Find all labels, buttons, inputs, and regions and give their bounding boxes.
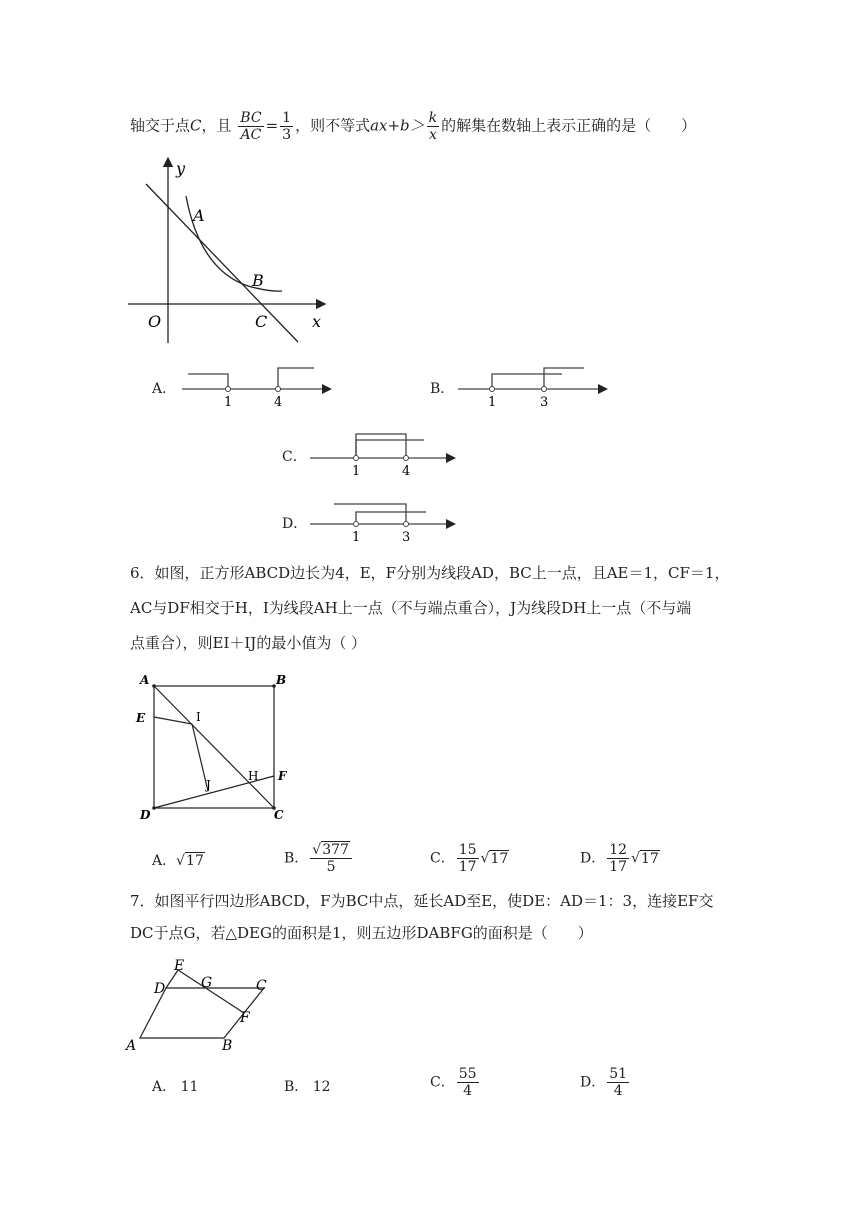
frac-num: 55 xyxy=(458,1066,477,1082)
tick-1: 1 xyxy=(488,395,497,410)
diagonal-ac xyxy=(154,686,274,808)
q5-option-a-number-line[interactable] xyxy=(178,362,338,410)
frac-den: 17 xyxy=(458,859,477,875)
q5-hyperbola-graph xyxy=(120,150,340,350)
q5-eq: = xyxy=(265,116,279,135)
label-a: A xyxy=(140,673,150,687)
label-b: B xyxy=(276,673,287,687)
frac-den: 4 xyxy=(463,1083,473,1099)
tick-3: 3 xyxy=(402,530,411,544)
frac-num: 51 xyxy=(609,1066,628,1082)
q5-mid1: ，且 xyxy=(201,116,232,135)
q5-tail: 的解集在数轴上表示正确的是（ ） xyxy=(441,116,697,135)
q6-option-a[interactable]: A．√17 xyxy=(152,853,204,869)
option-value: 12 xyxy=(312,1079,331,1095)
q6-line-1: 6．如图，正方形ABCD边长为4，E，F分别为线段AD，BC上一点，且AE＝1，CF＝1， xyxy=(130,564,730,582)
q5-lead: 轴交于点 xyxy=(130,116,191,135)
q7-option-d[interactable] xyxy=(580,1066,631,1099)
option-label: B． xyxy=(284,1079,309,1095)
q6-option-b[interactable]: B． $\frac{√377}{5}$ xyxy=(284,842,354,875)
frac-den: AC xyxy=(240,127,262,143)
option-label: C． xyxy=(430,850,455,867)
label-f: F xyxy=(240,1010,250,1026)
frac-num: k xyxy=(428,110,438,126)
path-eij xyxy=(154,717,208,791)
q5-frac-bc-ac xyxy=(238,110,263,143)
q7-line-2: DC于点G，若△DEG的面积是1，则五边形DABFG的面积是（ ） xyxy=(130,924,593,942)
label-e: E xyxy=(174,958,185,974)
tick-1: 1 xyxy=(224,395,233,410)
option-label: A． xyxy=(152,853,177,869)
label-o: O xyxy=(148,312,162,331)
q6-option-d[interactable]: D． $\frac{12}{17}$ √17 xyxy=(580,842,659,875)
label-d: D xyxy=(154,981,166,997)
radicand: 17 xyxy=(186,853,204,869)
label-y: y xyxy=(176,159,186,178)
radicand: 17 xyxy=(640,850,659,867)
option-value: 11 xyxy=(180,1079,199,1095)
frac-den: 17 xyxy=(609,859,628,875)
frac-num: 12 xyxy=(609,842,628,858)
frac-den: 5 xyxy=(326,859,336,875)
q5-frac-k-x xyxy=(427,110,439,143)
q5-option-b-label[interactable]: B． xyxy=(430,381,455,397)
frac-num: 15 xyxy=(458,842,477,858)
radicand: 17 xyxy=(490,850,509,867)
q6-line-2: AC与DF相交于H，I为线段AH上一点（不与端点重合），J为线段DH上一点（不与端 xyxy=(130,599,692,617)
q5-question-line xyxy=(130,110,696,143)
q7-option-c[interactable] xyxy=(430,1066,481,1099)
label-b: B xyxy=(252,271,264,290)
frac-den: 4 xyxy=(613,1083,623,1099)
q6-square-figure xyxy=(130,668,300,828)
q5-option-c-label[interactable]: C． xyxy=(282,449,307,465)
frac-den: 3 xyxy=(282,127,292,143)
line-ab xyxy=(146,184,298,342)
q6-option-c[interactable]: C． $\frac{15}{17}$ √17 xyxy=(430,842,509,875)
label-i: I xyxy=(196,710,201,724)
tick-1: 1 xyxy=(352,530,361,544)
option-label: D． xyxy=(580,850,606,867)
label-a: A xyxy=(126,1038,137,1054)
label-e: E xyxy=(136,711,146,725)
q5-point-c: C xyxy=(190,116,202,135)
frac-num: BC xyxy=(240,110,262,126)
radicand: 377 xyxy=(322,842,349,858)
label-h: H xyxy=(248,769,259,783)
option-label: C． xyxy=(430,1074,455,1091)
q5-option-d-number-line[interactable] xyxy=(306,496,466,544)
frac-den: x xyxy=(428,127,437,143)
q5-mid2: ，则不等式 xyxy=(295,116,371,135)
label-x: x xyxy=(312,312,322,331)
option-label: A． xyxy=(152,1079,177,1095)
label-g: G xyxy=(201,975,213,991)
tick-1: 1 xyxy=(352,464,361,478)
frac-num: 1 xyxy=(282,110,292,126)
q5-frac-one-third xyxy=(280,110,293,143)
q7-option-b[interactable] xyxy=(284,1076,331,1096)
q5-option-b-number-line[interactable] xyxy=(454,362,614,410)
q5-option-c-number-line[interactable] xyxy=(306,430,466,478)
label-c: C xyxy=(274,808,284,822)
label-d: D xyxy=(140,808,151,822)
q7-parallelogram-figure xyxy=(124,952,274,1054)
option-label: D． xyxy=(580,1074,606,1091)
label-a: A xyxy=(193,206,205,225)
option-label: B． xyxy=(284,850,309,867)
tick-3: 3 xyxy=(540,395,549,410)
tick-4: 4 xyxy=(274,395,283,410)
label-f: F xyxy=(278,769,287,783)
q5-inequality: ax+b＞ xyxy=(370,116,425,135)
label-b: B xyxy=(222,1038,233,1054)
label-j: J xyxy=(206,778,211,792)
label-c: C xyxy=(255,312,268,331)
tick-4: 4 xyxy=(402,464,411,478)
label-c: C xyxy=(256,978,267,994)
q5-option-d-label[interactable]: D． xyxy=(282,516,308,532)
q7-option-a[interactable] xyxy=(152,1076,198,1096)
q5-option-a-label[interactable]: A． xyxy=(152,381,177,397)
q6-line-3: 点重合），则EI＋IJ的最小值为（ ） xyxy=(130,634,367,652)
q7-line-1: 7．如图平行四边形ABCD，F为BC中点，延长AD至E，使DE：AD＝1：3，连接EF交 xyxy=(130,892,714,910)
